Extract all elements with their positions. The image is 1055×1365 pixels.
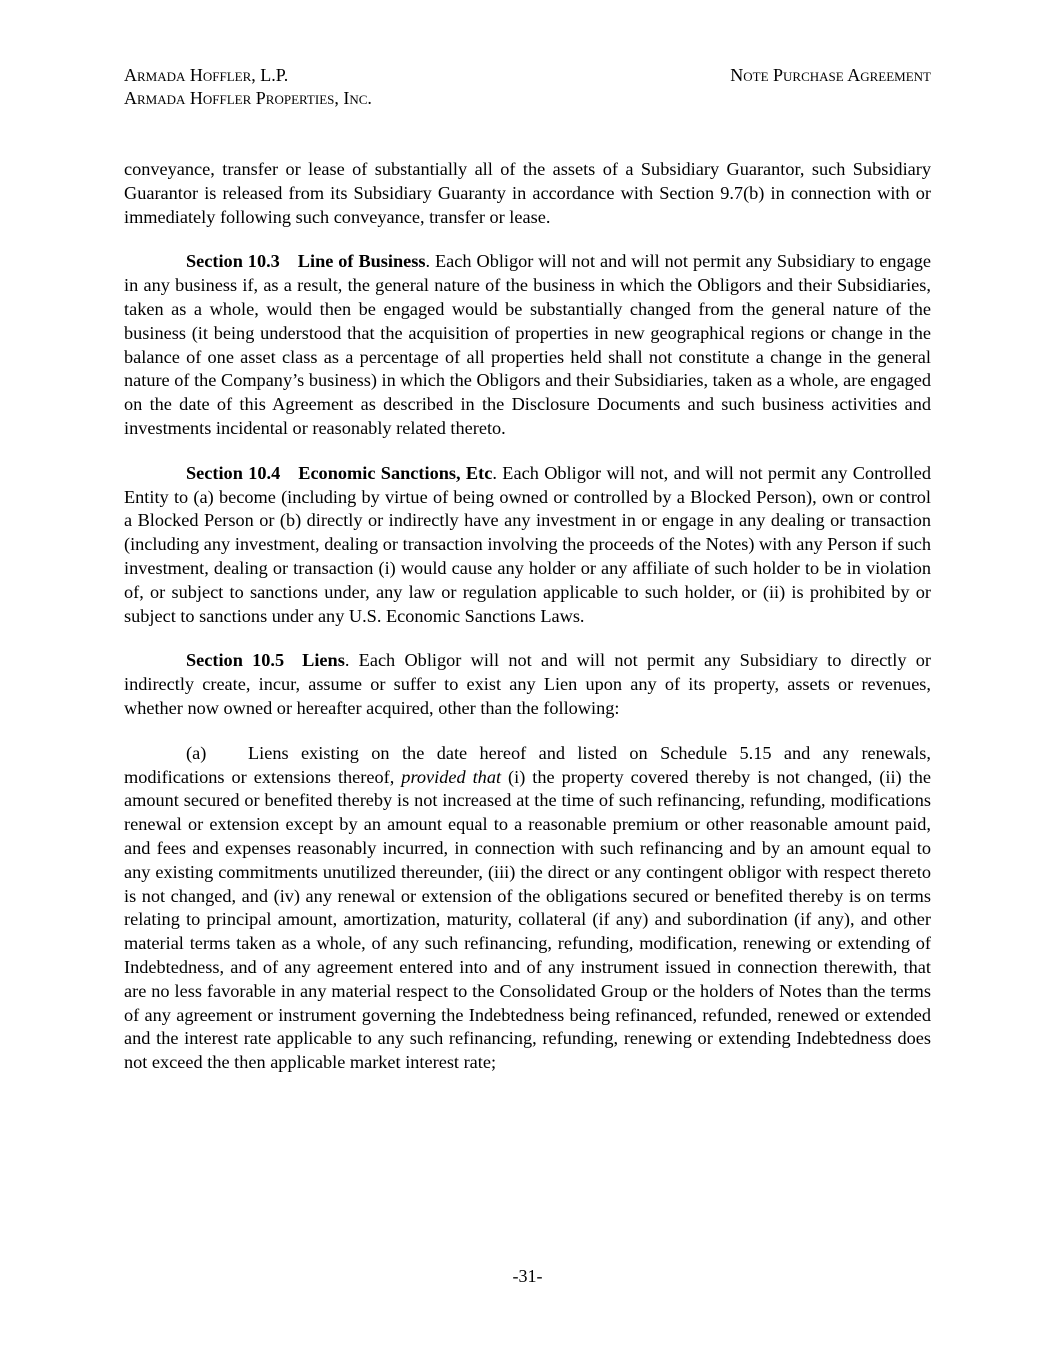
- item-text-after: (i) the property covered thereby is not changed, (ii) the amount secured or benefited thereby is not increased at the time of such refinancing, refunding, modifications renewal or extension except by an amount equal to a reasonable premium or other reasonable amount paid, and fees and expenses reasonably incurred, in connection with such refinancing and by an amount equal to any existing commitments unutilized thereunder, (iii) the direct or any contingent obligor with respect thereto is not changed, and (iv) any renewal or extension of the obligations secured or benefited thereby is on terms relating to principal amount, amortization, maturity, collateral (if any) and subordination (if any), and other material terms taken as a whole, of any such refinancing, refunding, modification, renewing or extending of Indebtedness, and of any agreement entered into and of any instrument issued in connection therewith, that are no less favorable in any material respect to the Consolidated Group or the holders of Notes than the terms of any agreement or instrument governing the Indebtedness being refinanced, refunded, renewed or extended and the interest rate applicable to any such refinancing, refunding, renewing or extending Indebtedness does not exceed the then applicable market interest rate;: [124, 766, 931, 1073]
- item-italic-phrase: provided that: [401, 766, 502, 787]
- section-title: Liens: [302, 650, 345, 671]
- section-title: Line of Business: [297, 251, 426, 272]
- page-number: -31-: [512, 1266, 543, 1286]
- header-company-line-1: Armada Hoffler, L.P.: [124, 65, 289, 85]
- header-company-line-2: Armada Hoffler Properties, Inc.: [124, 88, 372, 108]
- section-10-4-paragraph: [124, 462, 931, 629]
- section-10-5-paragraph: [124, 649, 931, 720]
- continuation-paragraph: conveyance, transfer or lease of substantially all of the assets of a Subsidiary Guarantor, such Subsidiary Guarantor is released from its Subsidiary Guaranty in accordance with Section 9.7(b) in connection with or immediately following such conveyance, transfer or lease.: [124, 159, 931, 227]
- item-a-paragraph: [124, 742, 931, 1075]
- item-text-before: Liens existing on the date hereof and listed on Schedule 5.15 and any renewals, modifications or extensions thereof,: [124, 742, 931, 787]
- section-number: Section 10.5: [186, 650, 285, 671]
- header-document-title: Note Purchase Agreement: [730, 65, 931, 85]
- section-text: . Each Obligor will not and will not permit any Subsidiary to directly or indirectly create, incur, assume or suffer to exist any Lien upon any of its property, assets or revenues, whether now owned or hereafter acquired, other than the following:: [124, 650, 931, 718]
- section-number: Section 10.3: [186, 251, 280, 272]
- page-header: [124, 64, 931, 110]
- section-text: . Each Obligor will not, and will not permit any Controlled Entity to (a) become (including by virtue of being owned or controlled by a Blocked Person), own or control a Blocked Person or (b) directly or indirectly have any investment in or engage in any dealing or transaction (including any investment, dealing or transaction involving the proceeds of the Notes) with any Person if such investment, dealing or transaction (i) would cause any holder or any affiliate of such holder to be in violation of, or subject to sanctions under, any law or regulation applicable to such holder, or (ii) is prohibited by or subject to sanctions under any U.S. Economic Sanctions Laws.: [124, 462, 932, 626]
- section-text: . Each Obligor will not and will not permit any Subsidiary to engage in any business if, as a result, the general nature of the business in which the Obligors and their Subsidiaries, taken as a whole, would then be engaged would be substantially changed from the general nature of the business (it being understood that the acquisition of properties in new geographical regions or change in the balance of one asset class as a percentage of all properties held shall not constitute a change in the general nature of the Company’s business) in which the Obligors and their Subsidiaries, taken as a whole, are engaged on the date of this Agreement as described in the Disclosure Documents and such business activities and investments incidental or reasonably related thereto.: [124, 251, 931, 438]
- section-10-3-paragraph: [124, 250, 931, 440]
- section-title: Economic Sanctions, Etc: [298, 462, 493, 483]
- item-label: (a): [186, 742, 207, 763]
- section-number: Section 10.4: [186, 462, 281, 483]
- document-body: [124, 158, 931, 1096]
